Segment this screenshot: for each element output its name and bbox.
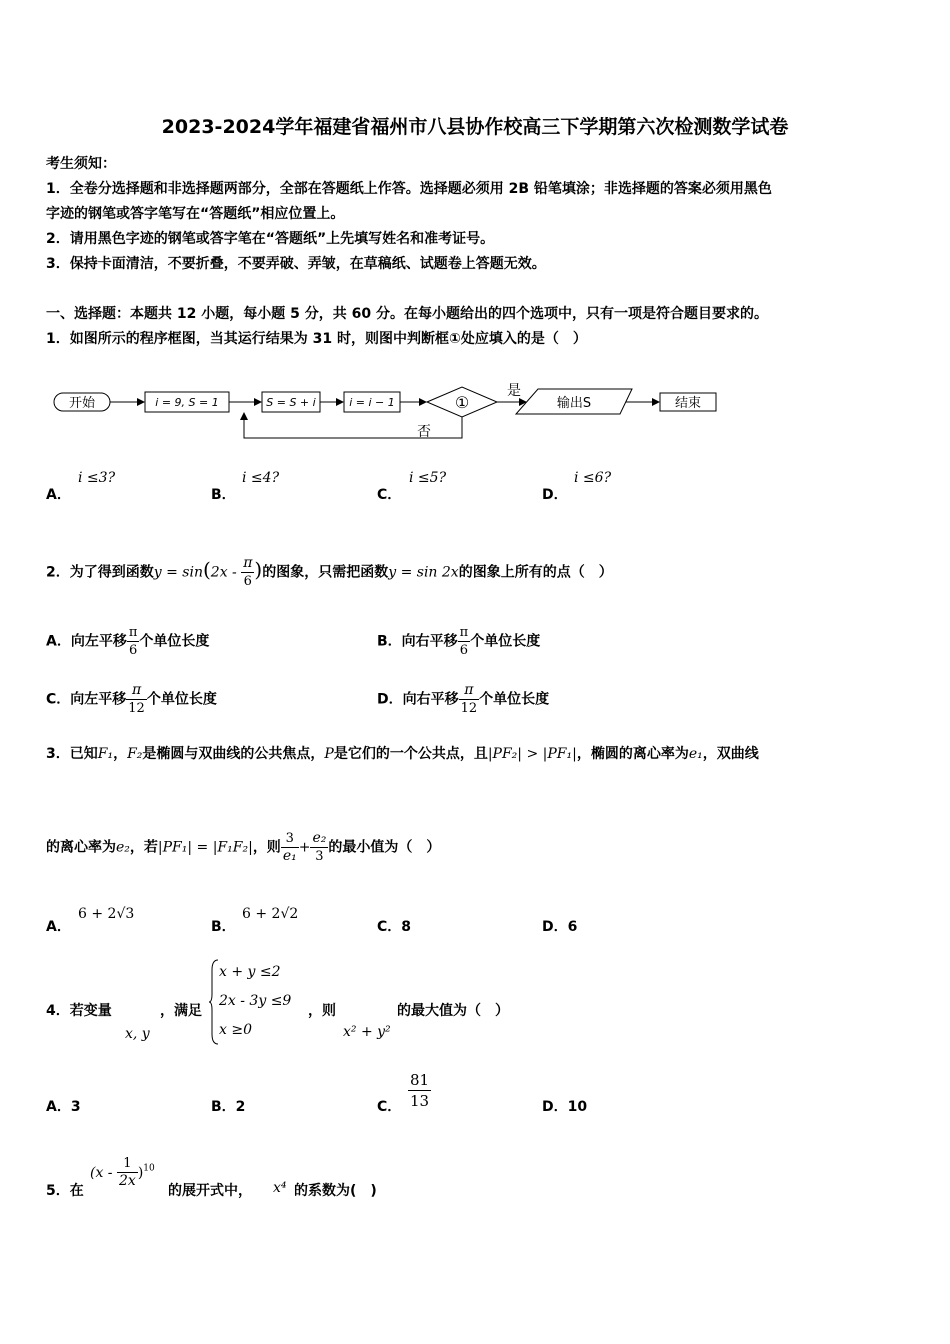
q4-constraint-2: 2x - 3y ≤9	[219, 993, 292, 1009]
q2-option-b: B．向右平移 $\frac{\pi}{6}$ 个单位长度	[377, 625, 541, 658]
q4-option-a: A．3	[46, 1099, 81, 1115]
notice-heading: 考生须知：	[46, 156, 116, 172]
q5-post: 的系数为( )	[294, 1183, 377, 1199]
q4-t1: ，满足	[160, 1003, 202, 1019]
q5-mid: 的展开式中，	[168, 1183, 252, 1199]
q4-option-c-fraction: $\frac{81}{13}$	[410, 1071, 430, 1110]
q2-option-a: A．向左平移 $\frac{\pi}{6}$ 个单位长度	[46, 625, 210, 658]
q2-option-c: C．向左平移 $\frac{\pi}{12}$ 个单位长度	[46, 682, 217, 716]
notice-line-2: 2．请用黑色字迹的钢笔或答字笔在“答题纸”上先填写姓名和准考证号。	[46, 231, 495, 247]
section-heading: 一、选择题：本题共 12 小题，每小题 5 分，共 60 分。在每小题给出的四个选项中，只有一项是符合题目要求的。	[46, 306, 768, 322]
q3-option-b-label: B．	[211, 919, 236, 935]
q3-option-c: C．8	[377, 919, 412, 935]
q4-constraint-1: x + y ≤2	[219, 964, 281, 980]
q4-t3: 的最大值为（ ）	[397, 1003, 509, 1019]
q4-t2: ，则	[308, 1003, 336, 1019]
page-title: 2023-2024学年福建省福州市八县协作校高三下学期第六次检测数学试卷	[161, 116, 789, 138]
q4-constraint-3: x ≥0	[219, 1022, 252, 1038]
q1-option-b-label: B．	[211, 487, 236, 503]
flow-init-label: i = 9, S = 1	[155, 396, 219, 409]
q4-expr: x² + y²	[343, 1024, 391, 1040]
q3-stem-line-1: 3．已知F₁，F₂是椭圆与双曲线的公共焦点，P是它们的一个公共点，且|PF₂| > |PF₁|，椭圆的离心率为e₁，双曲线	[46, 746, 759, 762]
q4-option-c-label: C．	[377, 1099, 402, 1115]
q2-option-d: D．向右平移 $\frac{\pi}{12}$ 个单位长度	[377, 682, 550, 716]
q4-option-d: D．10	[542, 1099, 588, 1115]
q1-option-d-label: D．	[542, 487, 568, 503]
flow-update-s-label: S = S + i	[266, 396, 316, 409]
q4-option-b: B．2	[211, 1099, 246, 1115]
q3-option-d: D．6	[542, 919, 578, 935]
q3-option-a-label: A．	[46, 919, 71, 935]
flow-update-i-label: i = i − 1	[349, 396, 395, 409]
q3-option-b-text: 6 + 2√2	[242, 906, 299, 922]
q1-option-c-label: C．	[377, 487, 402, 503]
q3-option-a-text: 6 + 2√3	[78, 906, 135, 922]
q4-vars: x, y	[125, 1026, 150, 1042]
q4-pre: 4．若变量	[46, 1003, 112, 1019]
q1-option-a-text: i ≤3?	[78, 470, 116, 486]
q1-option-b-text: i ≤4?	[242, 470, 280, 486]
q2-stem: 2．为了得到函数y = sin(2x - $\frac{\pi}{6}$ )的图象，只需把函数y = sin 2x的图象上所有的点（ ）	[46, 555, 613, 589]
flow-output-label: 输出S	[556, 396, 592, 411]
q5-x4: x⁴	[273, 1180, 287, 1196]
notice-line-3: 3．保持卡面清洁，不要折叠，不要弄破、弄皱，在草稿纸、试题卷上答题无效。	[46, 256, 546, 272]
q1-option-a-label: A．	[46, 487, 71, 503]
notice-line-1a: 1．全卷分选择题和非选择题两部分，全部在答题纸上作答。选择题必须用 2B 铅笔填涂；非选择题的答案必须用黑色	[46, 181, 772, 197]
flow-no-label: 否	[417, 424, 431, 440]
notice-line-1b: 字迹的钢笔或答字笔写在“答题纸”相应位置上。	[46, 206, 345, 222]
q5-expression: (x - $\frac{1}{2x}$ )$^{10}$	[90, 1156, 155, 1189]
q1-option-c-text: i ≤5?	[409, 470, 447, 486]
flow-yes-label: 是	[507, 383, 521, 399]
q1-stem: 1．如图所示的程序框图，当其运行结果为 31 时，则图中判断框①处应填入的是（ ）	[46, 331, 587, 347]
flow-decision-label: ①	[454, 393, 470, 412]
flow-end-label: 结束	[674, 396, 702, 411]
q3-stem-line-2: 的离心率为e₂，若|PF₁| = |F₁F₂|，则 $\frac{3}{\text{e₁}}$ + $\frac{\text{e₂}}{3}$ 的最小值为（ ）	[46, 830, 441, 864]
q5-pre: 5．在	[46, 1183, 84, 1199]
flowchart	[46, 376, 736, 446]
flow-start-label: 开始	[68, 396, 96, 411]
q1-option-d-text: i ≤6?	[574, 470, 612, 486]
